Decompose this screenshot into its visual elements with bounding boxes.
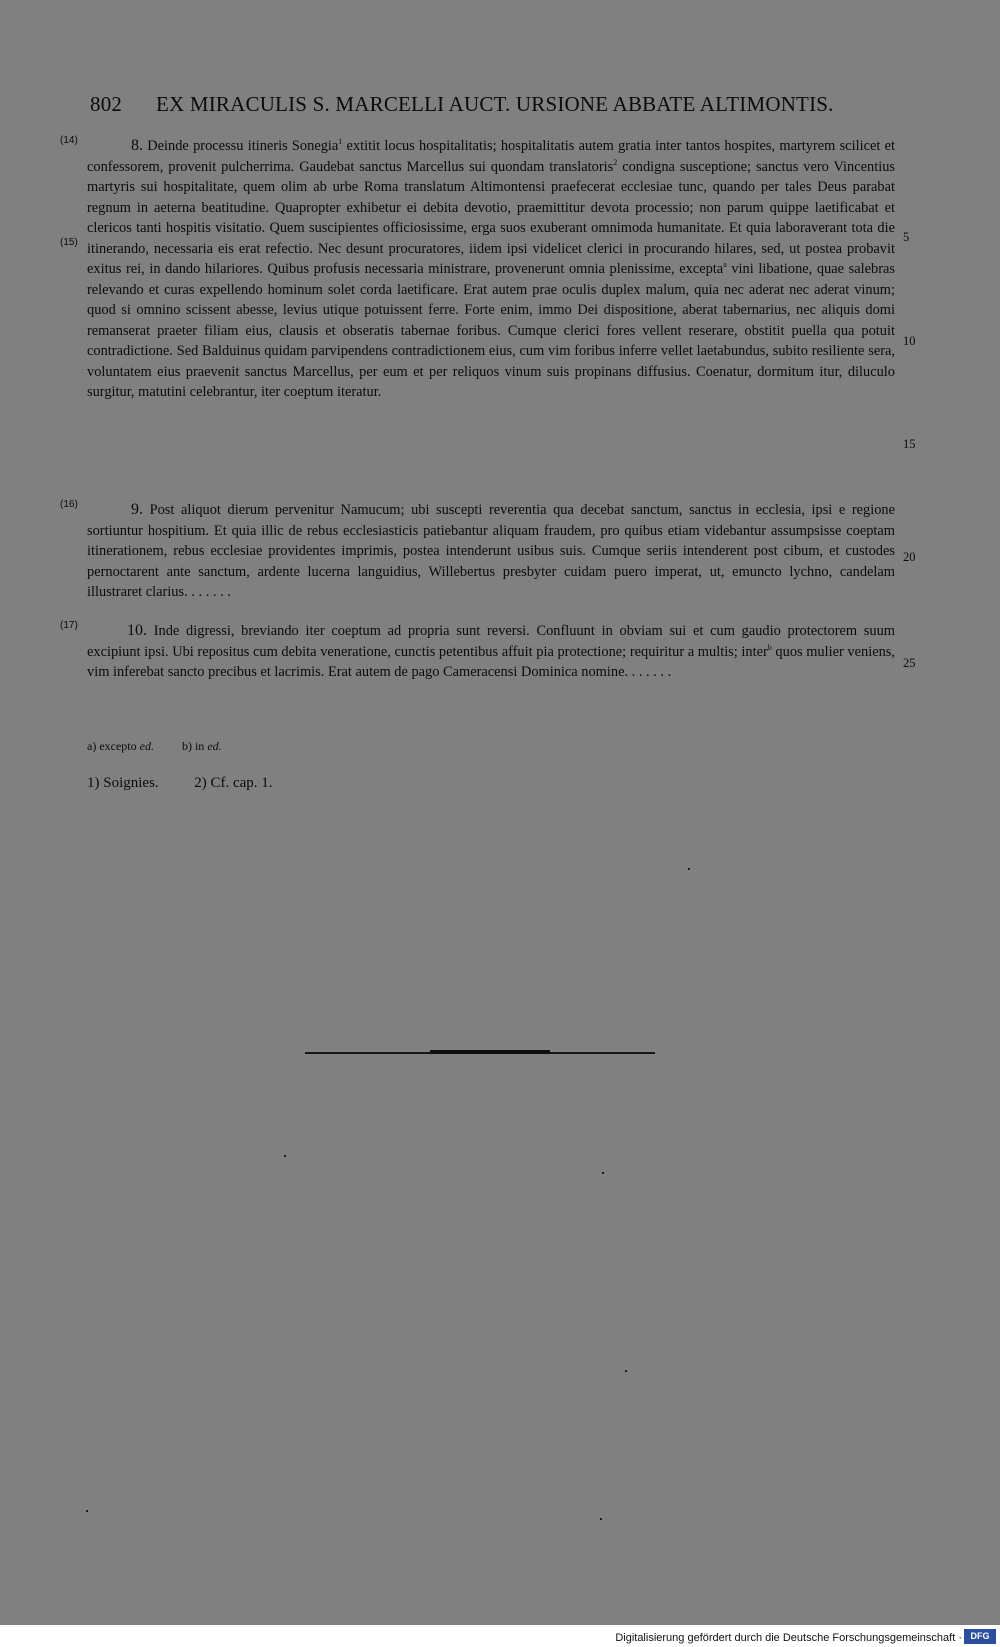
critical-note: a) excepto ed. (87, 739, 154, 753)
margin-marker: (16) (60, 499, 78, 510)
paragraph-text: vini libatione, quae salebras relevando et curas expellendo hominum solet corda laetificare. Erat autem prae oculis duplex malum, quia nec aderat nec aderat vinum; quod si omnino scissent abesse, levius utique potuissent ferre. Forte enim, immo Dei dispositione, aberat tabernarius, nec aliquis domi remanserat praeter filiam eius, clausis et obseratis tabernae foribus. Cumque clerici fores vellent reserare, obstitit puella qua potuit contradictione. Sed Balduinus quidam parvipendens contradictionem eius, cum vim foribus inferre vellet laetabundus, subito resiliente sera, voluntatem eius praevenit sanctus Marcellus, per eum et per reliquos vinum suis propinans diffusius. Coenatur, dormitum itur, diluculo surgitur, matutini celebrantur, iter coeptum iteratur. (87, 261, 895, 400)
scan-speck (688, 868, 690, 870)
scan-speck (284, 1155, 286, 1157)
margin-marker: (15) (60, 237, 78, 248)
paragraph-text: quos mulier veniens, vim inferebat sancto precibus et lacrimis. Erat autem de pago Cameracensi Dominica nomine. . . . . . . (87, 643, 895, 680)
horizontal-rule-thick (430, 1050, 550, 1054)
footnote: 1) Soignies. (87, 775, 159, 791)
note-ref: b (767, 642, 772, 652)
paragraph-text: Inde digressi, breviando iter coeptum ad propria sunt reversi. Confluunt in obviam sui et cum gaudio protectorem suum excipiunt ipsi. Ubi repositus cum debita veneratione, cunctis petentibus affuit pia protectione; requiritur a multis; inter (87, 623, 895, 660)
margin-marker: (17) (60, 620, 78, 631)
scan-speck (625, 1370, 627, 1372)
note-ref: a (723, 260, 727, 269)
credit-bar (0, 1625, 1000, 1647)
line-number: 5 (903, 230, 910, 244)
margin-marker: (14) (60, 135, 78, 146)
page-number: 802 (90, 92, 123, 116)
paragraph-text: condigna susceptione; sanctus vero Vincentius martyris sui hospitalitate, quem olim ab urbe Roma translatum Altimontensi praefecerat ecclesiae tunc, quando per tales Deus parabat regnum in aeterna beatitudine. Quapropter exhibetur ei debita devotio, praemittitur devota processio; non parum quippe laetificabat et clericos tanti hospitis visitatio. Quem suscipientes officiosissime, erga suos exuberant omnimoda humanitate. Et quia laboraverant tota die itinerando, necessaria eis erat refectio. Nec desunt procuratores, iidem ipsi videlicet clerici in procurando hilares, sed, ut postea probavit exitus rei, in dando hilariores. Quibus profusis necessaria ministrare, provenerunt omnia plenissime, excepta (87, 158, 895, 277)
footnote: 2) Cf. cap. 1. (194, 775, 273, 791)
line-number: 15 (903, 437, 916, 451)
line-number: 10 (903, 334, 916, 348)
paragraph-10 (87, 621, 895, 683)
running-header (90, 92, 910, 122)
footnote-ref: 2 (613, 157, 618, 167)
paragraph-9 (87, 500, 895, 603)
paragraph-number: 9. (131, 501, 143, 518)
paragraph-text: Deinde processu itineris Sonegia (147, 138, 339, 154)
paragraph-number: 10. (127, 622, 147, 639)
paragraph-text: extitit locus hospitalitatis; hospitalitatis autem gratia inter tantos hospites, martyrem scilicet et confessorem, provenit pulcherrima. Gaudebat sanctus Marcellus sui quondam translatoris (87, 138, 895, 175)
dfg-logo-icon: DFG (964, 1629, 996, 1644)
footnotes (87, 775, 273, 792)
scan-speck (86, 1510, 88, 1512)
critical-apparatus (87, 739, 222, 754)
footnote-ref: 1 (338, 137, 343, 146)
line-number: 20 (903, 550, 916, 564)
line-number: 25 (903, 656, 916, 670)
paragraph-number: 8. (131, 137, 143, 154)
paragraph-text: Post aliquot dierum pervenitur Namucum; ubi suscepti reverentia qua decebat sanctum, sanctus in ecclesia, ipsi e regione sortiuntur hospitium. Et quia illic de rebus ecclesiasticis patiebantur aliquam fraudem, pro quibus etiam videbantur assumpsisse coeptam itinerationem, rebus ecclesiae providentes imprimis, postea intenderunt usibus suis. Cumque seriis intenderent post cibum, et custodes pernoctarent ante sanctum, ardente lucerna languidius, Willebertus presbyter cuidam puero imperat, ut, emuncto lychno, candelam illustraret clarius. . . . . . . (87, 502, 895, 600)
credit-text: Digitalisierung gefördert durch die Deutsche Forschungsgemeinschaft · (615, 1632, 962, 1644)
scan-speck (602, 1172, 604, 1174)
critical-note: b) in ed. (181, 739, 222, 753)
scan-speck (600, 1518, 602, 1520)
running-title: EX MIRACULIS S. MARCELLI AUCT. URSIONE ABBATE ALTIMONTIS. (156, 92, 834, 116)
paragraph-8 (87, 136, 895, 403)
